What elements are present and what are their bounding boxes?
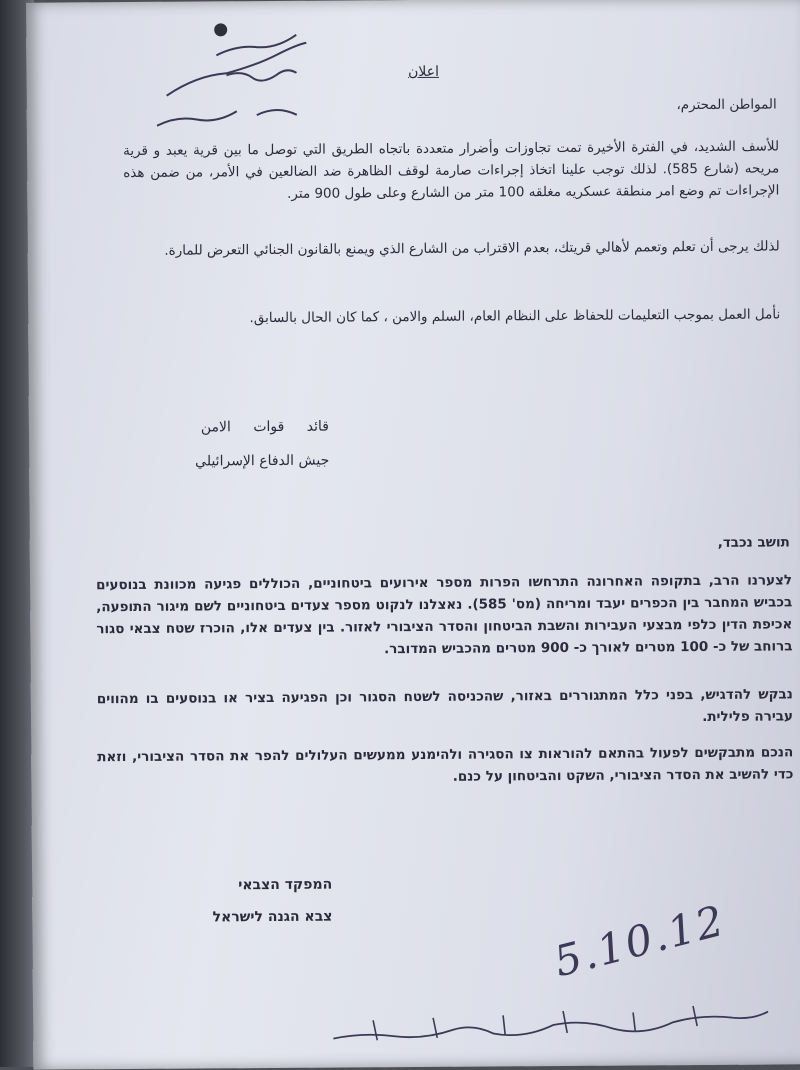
arabic-signature-title: قائد قوات الامن [200,418,330,436]
hebrew-paragraph-1: לצערנו הרב, בתקופה האחרונה התרחשו הפרות מספר אירועים ביטחוניים, הכוללים פגיעה מכוונת בנוסעים בכביש המחבר בין הכפרים יעבד ומריחה (מס' 585). נאצלנו לנקוט מספר צעדים ביטחוניים לשם מיגור התופעה, אכיפת הדין כלפי מבצעי העבירות והשבת הביטחון והסדר הציבורי לאזור. בין צעדים אלו, הוכרז שטח צבאי סגור ברוחב של כ- 100 מטרים לאורך כ- 900 מטרים מהכביש המדובר. [96,572,793,658]
arabic-salutation: المواطن المحترم، [676,96,777,114]
handwritten-signature-line [333,998,773,1051]
arabic-paragraph-1: للأسف الشديد، في الفترة الأخيرة تمت تجاوزات وأضرار متعددة باتجاه الطريق التي توصل ما بين قرية يعبد و قرية مريحه (شارع 585). لذلك توجب علينا اتخاذ إجراءات صارمة لوقف الظاهرة ضد الضالعين في الأمر، من ضمن هذه الإجراءات تم وضع امر منطقة عسكريه مغلقه 100 متر من الشارع وعلى طول 900 متر. [122,138,780,202]
hebrew-salutation: תושב נכבד, [717,534,790,551]
notice-paper [26,0,800,1070]
hebrew-signature-army: צבא הגנה לישראל [212,908,333,926]
handwritten-scribble [156,15,317,146]
hebrew-signature-title: המפקד הצבאי [238,876,333,894]
hebrew-paragraph-2: נבקש להדגיש, בפני כלל המתגוררים באזור, שהכניסה לשטח הסגור וכן הפגיעה בציר או בנוסעים בו מהווים עבירה פלילית. [96,686,794,725]
arabic-paragraph-3: نأمل العمل بموجب التعليمات للحفاظ على النظام العام، السلم والامن ، كما كان الحال بالسابق. [249,306,781,327]
arabic-title: اعلان [407,63,439,81]
arabic-paragraph-2: لذلك يرجى أن تعلم وتعمم لأهالي قريتك، بعدم الاقتراب من الشارع الذي ويمنع بالقانون الجنائي التعرض للمارة. [164,238,780,259]
hebrew-paragraph-3: הנכם מתבקשים לפעול בהתאם להוראות צו הסגירה ולהימנע ממעשים העלולים להפר את הסדר הציבורי, וזאת כדי להשיב את הסדר הציבורי, השקט והביטחון על כנם. [97,744,794,785]
handwritten-date: 5.10.12 [549,895,731,987]
arabic-signature-army: جيش الدفاع الإسرائيلي [195,452,330,470]
